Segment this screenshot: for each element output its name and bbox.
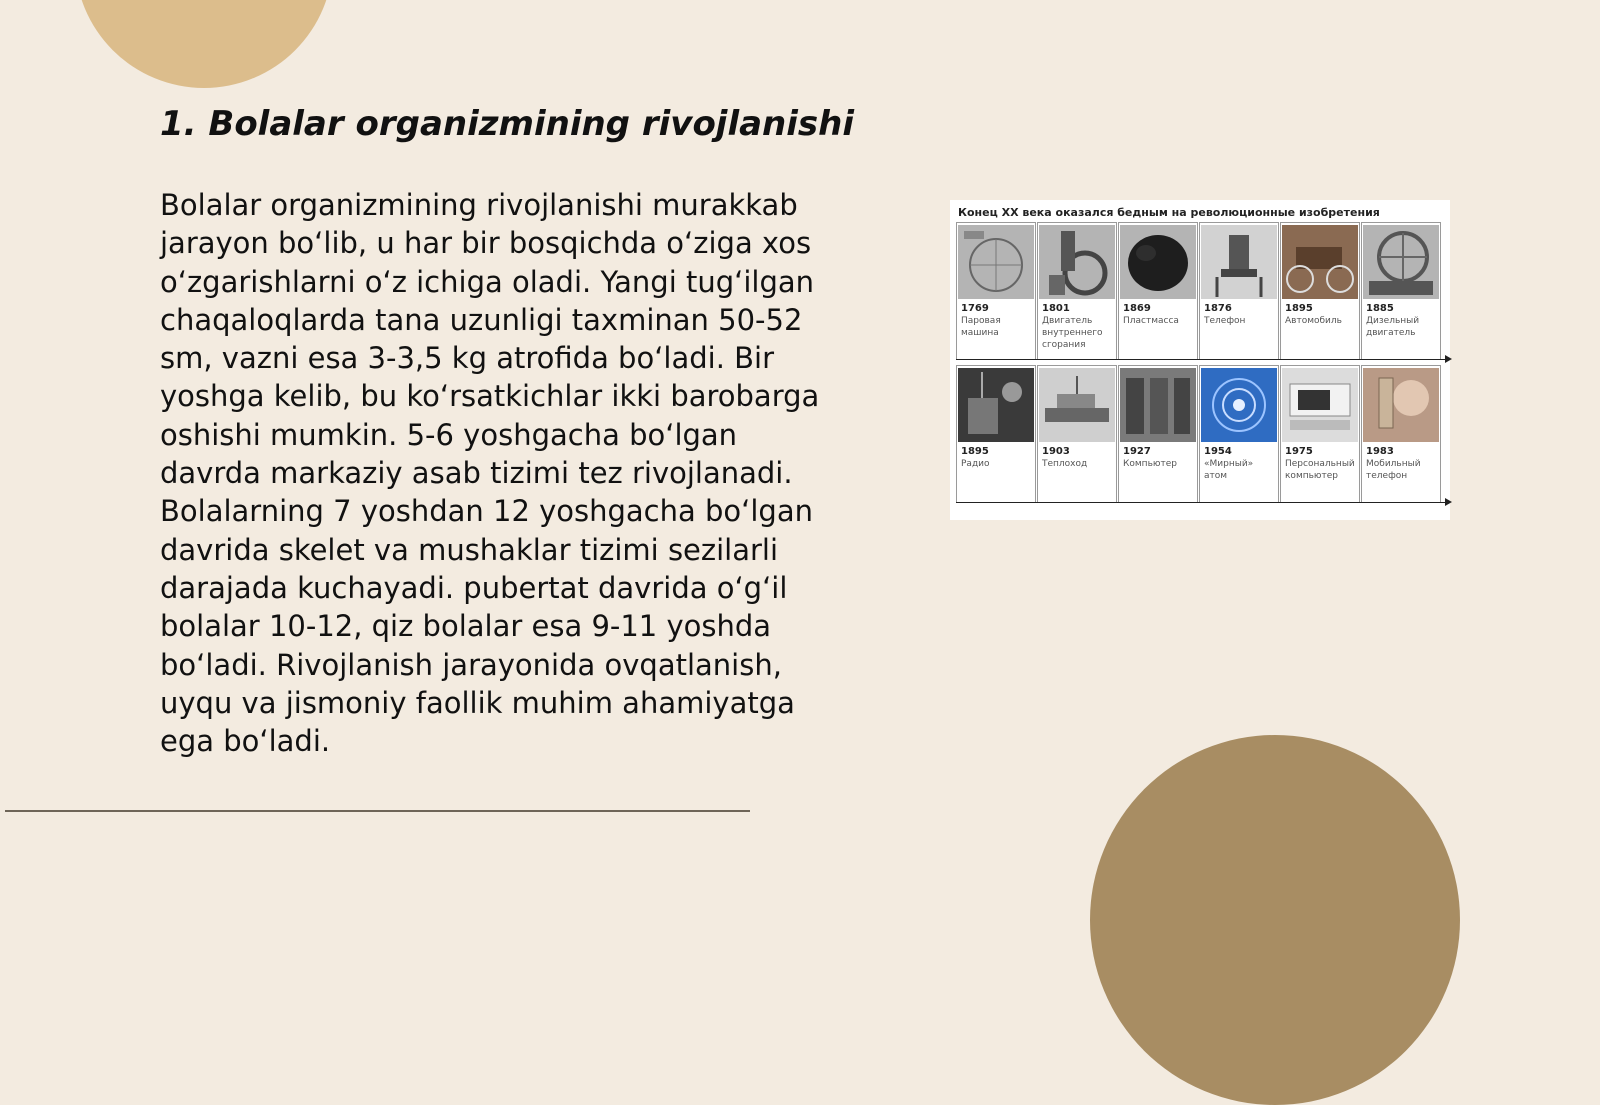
timeline-label: Телефон [1204, 316, 1246, 326]
computer-picture [1120, 368, 1196, 442]
timeline-cell [1280, 365, 1360, 503]
timeline-cell [1361, 222, 1441, 360]
personal-computer-picture [1282, 368, 1358, 442]
timeline-label: Теплоход [1042, 459, 1088, 469]
timeline-label: Двигатель внутреннего сгорания [1042, 316, 1103, 350]
timeline-year: 1903 [1042, 446, 1070, 457]
timeline-label: Компьютер [1123, 459, 1177, 469]
timeline-label: Мобильный телефон [1366, 459, 1421, 481]
timeline-label: Пластмасса [1123, 316, 1179, 326]
timeline-caption: Конец XX века оказался бедным на революционные изобретения [958, 206, 1380, 219]
timeline-year: 1769 [961, 303, 989, 314]
timeline-arrow [956, 502, 1446, 503]
timeline-year: 1983 [1366, 446, 1394, 457]
steam-engine-picture [958, 225, 1034, 299]
slide-body-text: Bolalar organizmining rivojlanishi murakkab jarayon bo‘lib, u har bir bosqichda o‘ziga xos o‘zgarishlarni o‘z ichiga oladi. Yangi tug‘ilgan chaqaloqlarda tana uzunligi taxminan 50-52 sm, vazni esa 3-3,5 kg atrofida bo‘ladi. Bir yoshga kelib, bu ko‘rsatkichlar ikki barobarga oshishi mumkin. 5-6 yoshgacha bo‘lgan davrda markaziy asab tizimi tez rivojlanadi. Bolalarning 7 yoshdan 12 yoshgacha bo‘lgan davrida skelet va mushaklar tizimi sezilarli darajada kuchayadi. pubertat davrida o‘g‘il bolalar 10-12, qiz bolalar esa 9-11 yoshda bo‘ladi. Rivojlanish jarayonida ovqatlanish, uyqu va jismoniy faollik muhim ahamiyatga ega bo‘ladi. [160, 188, 820, 759]
timeline-cell [1037, 222, 1117, 360]
divider-line [5, 810, 750, 812]
timeline-year: 1975 [1285, 446, 1313, 457]
decorative-circle-top [75, 0, 333, 88]
timeline-cell [956, 222, 1036, 360]
timeline-year: 1869 [1123, 303, 1151, 314]
timeline-label: Автомобиль [1285, 316, 1342, 326]
inventions-timeline-image [950, 200, 1450, 520]
timeline-cell [1118, 222, 1198, 360]
timeline-cell [1280, 222, 1360, 360]
timeline-cell [1118, 365, 1198, 503]
timeline-label: Паровая машина [961, 316, 1001, 338]
timeline-label: Персональный компьютер [1285, 459, 1355, 481]
timeline-year: 1927 [1123, 446, 1151, 457]
plastic-picture [1120, 225, 1196, 299]
telephone-picture [1201, 225, 1277, 299]
timeline-year: 1801 [1042, 303, 1070, 314]
slide-title: 1. Bolalar organizmining rivojlanishi [160, 104, 855, 144]
combustion-engine-picture [1039, 225, 1115, 299]
diesel-engine-picture [1363, 225, 1439, 299]
timeline-year: 1895 [961, 446, 989, 457]
timeline-cell [1199, 222, 1279, 360]
timeline-year: 1954 [1204, 446, 1232, 457]
timeline-label: Дизельный двигатель [1366, 316, 1420, 338]
mobile-phone-picture [1363, 368, 1439, 442]
timeline-year: 1885 [1366, 303, 1394, 314]
motor-ship-picture [1039, 368, 1115, 442]
timeline-row-2 [956, 365, 1442, 507]
timeline-year: 1876 [1204, 303, 1232, 314]
timeline-row-1 [956, 222, 1442, 364]
timeline-cell [956, 365, 1036, 503]
radio-picture [958, 368, 1034, 442]
timeline-label: «Мирный» атом [1204, 459, 1254, 481]
timeline-label: Радио [961, 459, 990, 469]
automobile-picture [1282, 225, 1358, 299]
timeline-cell [1199, 365, 1279, 503]
timeline-year: 1895 [1285, 303, 1313, 314]
atom-picture [1201, 368, 1277, 442]
timeline-arrow [956, 359, 1446, 360]
timeline-cell [1037, 365, 1117, 503]
decorative-circle-bottom [1090, 735, 1460, 1105]
timeline-cell [1361, 365, 1441, 503]
